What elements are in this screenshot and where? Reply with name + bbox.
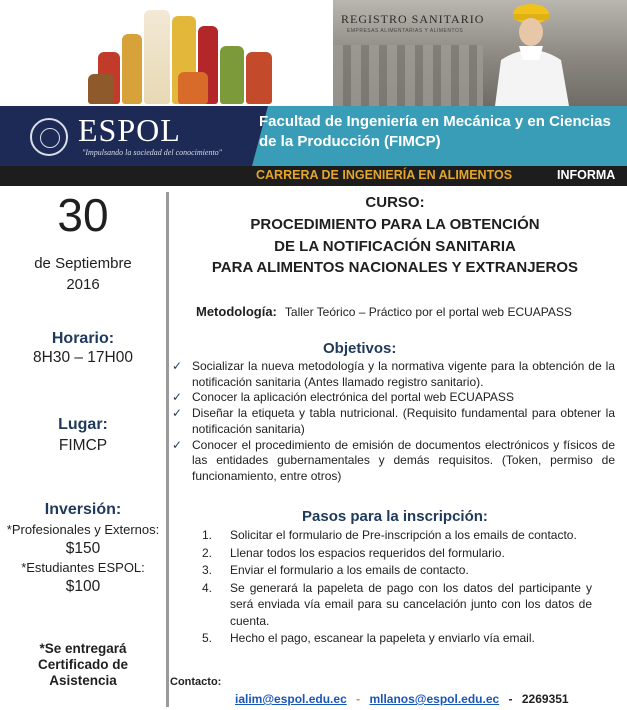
checkmark-icon: ✓ [172,437,183,452]
course-label: CURSO: [365,194,425,211]
espol-tagline: "Impulsando la sociedad del conocimiento" [82,148,223,157]
espol-logo-text: ESPOL [78,112,181,148]
email-link-mllanos[interactable]: mllanos@espol.edu.ec [369,692,500,706]
contact-line [235,692,569,706]
factory-worker-image [333,0,627,106]
separator: - [508,692,513,706]
event-year: 2016 [66,276,100,293]
event-day: 30 [57,189,109,241]
list-item: 5. Hecho el pago, escanear la papeleta y enviarlo vía email. [202,631,535,646]
hero-images [0,0,627,106]
course-title-line-3: PARA ALIMENTOS NACIONALES Y EXTRANJEROS [211,259,579,276]
espol-seal-icon [30,118,68,156]
certificate-note [0,641,166,689]
course-title-line-2: DE LA NOTIFICACIÓN SANITARIA [274,237,516,255]
list-item: 1. Solicitar el formulario de Pre-inscripción a los emails de contacto. [202,528,577,542]
horario-value: 8H30 – 17H00 [33,349,133,366]
contacto-label: Contacto: [170,676,222,688]
est-label: *Estudiantes ESPOL: [21,560,145,575]
separator: - [356,692,361,706]
est-price: $100 [65,578,101,595]
food-jars-image [78,0,278,106]
list-item: ✓ Conocer el procedimiento de emisión de documentos electrónicos y físicos de las entidades gubernamentales y demás requisitos. (Token, permiso de funcionamiento, entre otros) [172,437,615,483]
list-item: ✓ Socializar la nueva metodología y la normativa vigente para la obtención de la notificación sanitaria (Antes llamado registro sanitario). [172,359,615,389]
email-link-ialim[interactable]: ialim@espol.edu.ec [235,692,347,706]
list-item: 2. Llenar todos los espacios requeridos del formulario. [202,545,505,560]
lugar-value: FIMCP [58,437,108,454]
pasos-list [196,527,592,648]
prof-label: *Profesionales y Externos: [6,522,160,537]
lugar-block [0,416,166,456]
inversion-block [0,501,166,597]
registro-sub: EMPRESAS ALIMENTARIAS Y ALIMENTOS [347,28,464,34]
horario-label: Horario: [51,330,115,347]
metodologia-label: Metodología: [196,304,277,319]
checkmark-icon: ✓ [172,390,183,405]
list-item: ✓ Conocer la aplicación electrónica del portal web ECUAPASS [172,390,514,405]
carrera-label: CARRERA DE INGENIERÍA EN ALIMENTOS [256,168,513,182]
cert-line-1: *Se entregará [39,641,127,656]
informa-label: INFORMA [557,168,616,182]
lugar-label: Lugar: [58,416,108,433]
pasos-heading: Pasos para la inscripción: [302,508,488,525]
horario-block [0,330,166,368]
prof-price: $150 [65,540,101,557]
objetivos-list [170,359,615,485]
course-title-line-1: PROCEDIMIENTO PARA LA OBTENCIÓN [250,216,540,233]
registro-label: REGISTRO SANITARIO [341,12,485,26]
event-date [0,253,166,295]
vertical-divider [166,192,169,707]
inversion-label: Inversión: [44,501,122,518]
cert-line-2: Certificado de [37,657,129,672]
metodologia [196,304,572,319]
list-item: ✓ Diseñar la etiqueta y tabla nutricional. (Requisito fundamental para obtener la notificación sanitaria) [172,406,615,436]
checkmark-icon: ✓ [172,406,183,421]
checkmark-icon: ✓ [172,359,183,373]
event-month: de Septiembre [34,255,132,272]
list-item: 3. Enviar el formulario a los emails de contacto. [202,563,469,578]
course-title [190,214,600,279]
faculty-name: Facultad de Ingeniería en Mecánica y en Ciencias de la Producción (FIMCP) [259,113,611,150]
worker-figure [481,0,577,106]
cert-line-3: Asistencia [49,673,117,688]
objetivos-heading: Objetivos: [323,340,397,357]
phone-number: 2269351 [521,692,569,706]
metodologia-value: Taller Teórico – Práctico por el portal web ECUAPASS [284,305,572,319]
list-item: 4. Se generará la papeleta de pago con los datos del participante y será enviada vía email para su cancelación junto con los datos de cuenta. [202,581,592,628]
